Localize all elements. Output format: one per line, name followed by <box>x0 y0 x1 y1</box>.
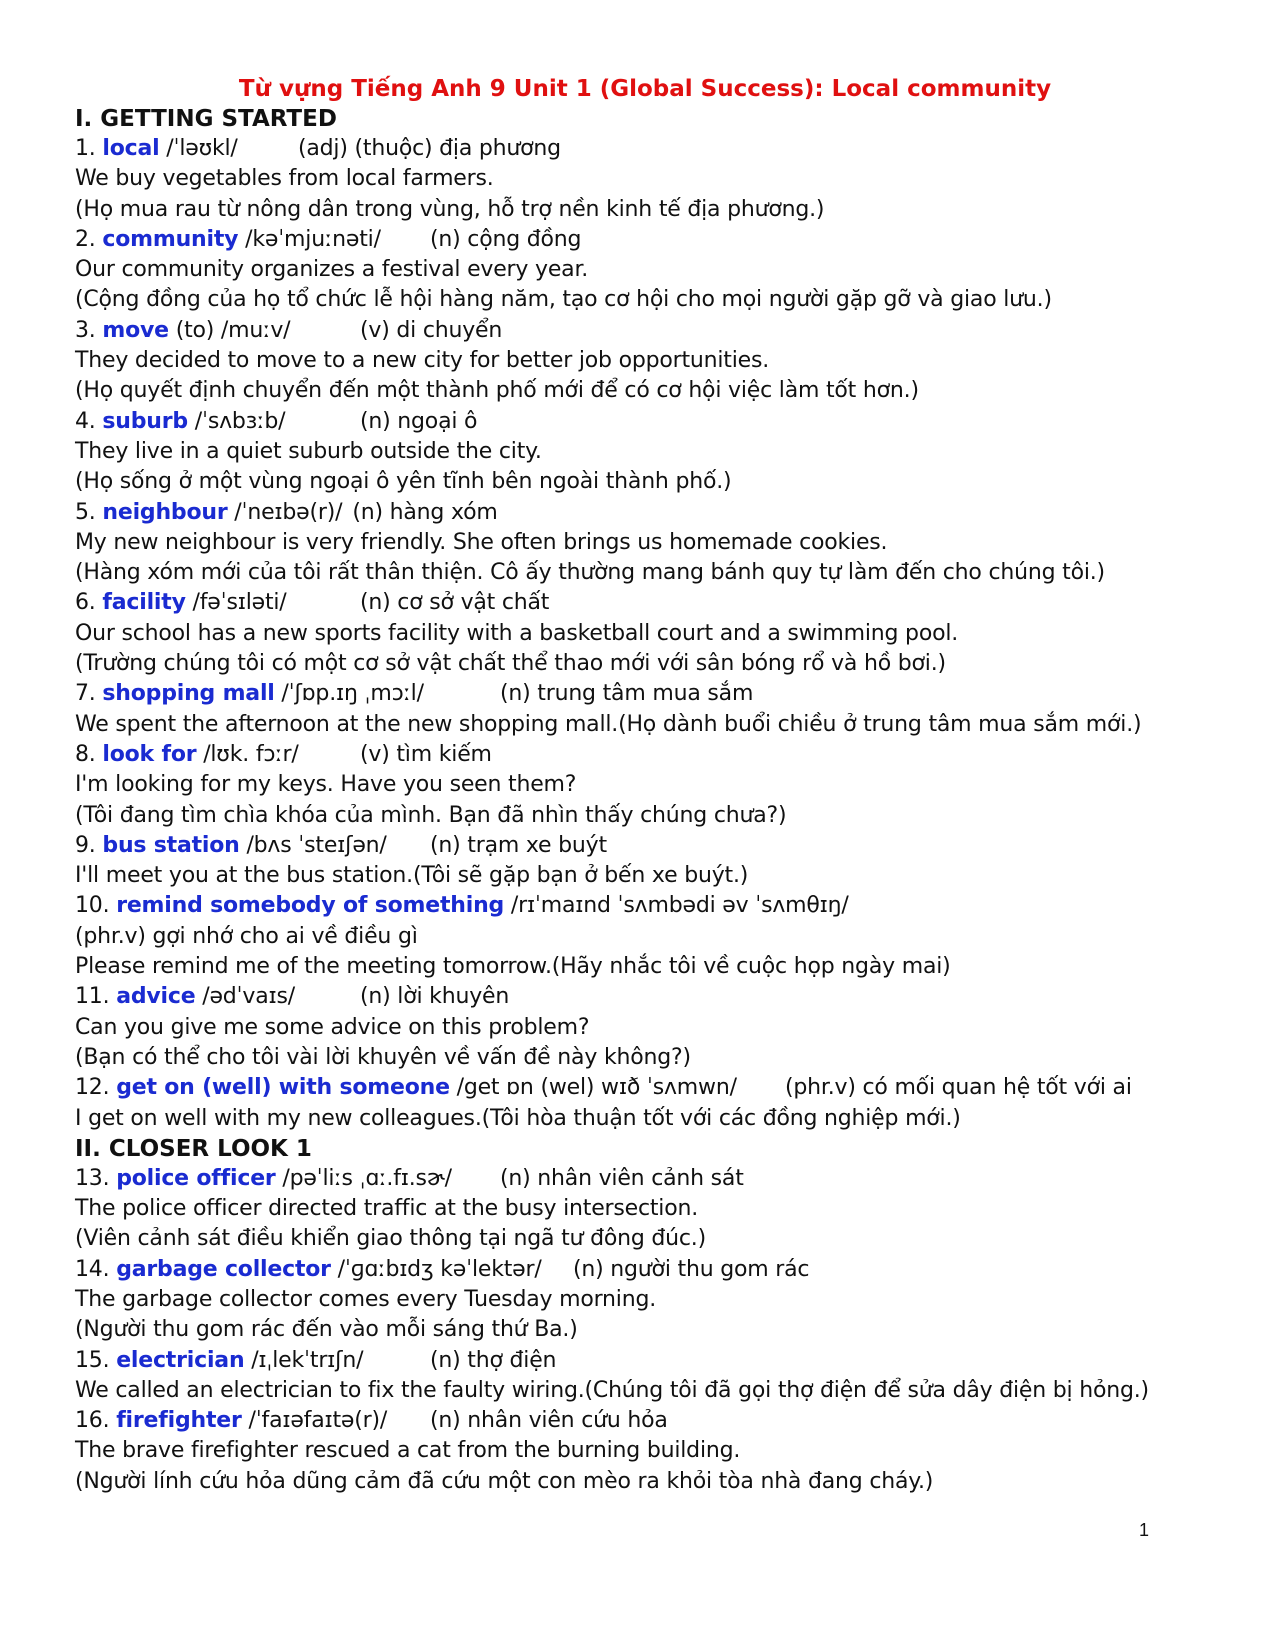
phonetic: /kəˈmjuːnəti/ <box>245 226 381 252</box>
vocab-word: bus station <box>102 832 240 858</box>
entry-number: 13. <box>75 1165 110 1191</box>
vocab-word: look for <box>102 741 197 767</box>
phonetic: /bʌs ˈsteɪʃən/ <box>246 832 387 858</box>
phonetic: /ˈsʌbɜːb/ <box>194 408 286 434</box>
entry-number: 15. <box>75 1347 110 1373</box>
vocab-word: suburb <box>102 408 188 434</box>
entry-number: 8. <box>75 741 96 767</box>
phonetic: (to) /muːv/ <box>175 317 291 343</box>
vocab-entry-heading <box>75 1346 1215 1376</box>
vocab-entry-heading <box>75 679 1215 709</box>
vocab-word: local <box>102 136 160 161</box>
example-sentence: I'm looking for my keys. Have you seen them? <box>75 772 577 798</box>
vocab-entry-heading <box>75 1406 1215 1436</box>
vocab-word: facility <box>102 590 186 616</box>
vocab-entry-heading <box>75 891 1215 921</box>
vocab-word: move <box>102 317 169 343</box>
vocab-word: advice <box>116 984 196 1010</box>
part-of-speech-meaning: (n) người thu gom rác <box>573 1256 810 1282</box>
translation: (Bạn có thể cho tôi vài lời khuyên về vấn đề này không?) <box>75 1044 691 1070</box>
entry-number: 11. <box>75 984 110 1010</box>
vocab-entry-heading <box>75 498 1215 528</box>
vocab-word: firefighter <box>116 1408 242 1434</box>
part-of-speech-meaning: (n) ngoại ô <box>360 408 478 434</box>
document-page <box>75 74 1215 1497</box>
phonetic: /ɪˌlekˈtrɪʃn/ <box>251 1347 364 1373</box>
vocabulary-content <box>75 104 1215 1497</box>
translation: (Viên cảnh sát điều khiển giao thông tại ngã tư đông đúc.) <box>75 1226 706 1252</box>
translation: Please remind me of the meeting tomorrow.(Hãy nhắc tôi về cuộc họp ngày mai) <box>75 954 951 980</box>
example-sentence: They live in a quiet suburb outside the city. <box>75 438 542 464</box>
part-of-speech-meaning: (n) hàng xóm <box>352 499 498 525</box>
vocab-word: remind somebody of something <box>116 893 505 919</box>
translation: (Họ quyết định chuyển đến một thành phố mới để có cơ hội việc làm tốt hơn.) <box>75 378 919 404</box>
entry-number: 4. <box>75 408 96 434</box>
example-sentence: The garbage collector comes every Tuesday morning. <box>75 1286 657 1312</box>
section-heading: II. CLOSER LOOK 1 <box>75 1135 312 1162</box>
entry-number: 1. <box>75 136 96 161</box>
vocab-word: shopping mall <box>102 681 275 707</box>
phonetic: /ˈɡɑːbɪdʒ kəˈlektər/ <box>337 1256 542 1282</box>
part-of-speech-meaning: (n) cơ sở vật chất <box>360 590 550 616</box>
page-number: 1 <box>1138 1520 1149 1540</box>
vocab-entry-heading <box>75 1164 1215 1194</box>
example-sentence: The brave firefighter rescued a cat from the burning building. <box>75 1438 741 1464</box>
phonetic: /rɪˈmaɪnd ˈsʌmbədi əv ˈsʌmθɪŋ/ <box>510 893 849 919</box>
phonetic: /lʊk. fɔːr/ <box>203 741 299 767</box>
part-of-speech-meaning: (phr.v) có mối quan hệ tốt với ai <box>785 1075 1132 1101</box>
vocab-word: police officer <box>116 1165 276 1191</box>
phonetic: /pəˈliːs ˌɑː.fɪ.sɚ/ <box>282 1165 452 1191</box>
entry-number: 16. <box>75 1408 110 1434</box>
part-of-speech-meaning: (n) trạm xe buýt <box>430 832 607 858</box>
example-sentence: We spent the afternoon at the new shopping mall.(Họ dành buổi chiều ở trung tâm mua sắm mới.) <box>75 711 1142 737</box>
part-of-speech-meaning: (n) cộng đồng <box>430 226 582 252</box>
entry-number: 3. <box>75 317 96 343</box>
translation: (Người lính cứu hỏa dũng cảm đã cứu một con mèo ra khỏi tòa nhà đang cháy.) <box>75 1468 934 1494</box>
translation: (Hàng xóm mới của tôi rất thân thiện. Cô ấy thường mang bánh quy tự làm đến cho chúng tôi.) <box>75 560 1105 586</box>
vocab-word: electrician <box>116 1347 245 1373</box>
vocab-word: get on (well) with someone <box>116 1075 450 1101</box>
entry-number: 14. <box>75 1256 110 1282</box>
entry-number: 9. <box>75 832 96 858</box>
phonetic: /ˈfaɪəfaɪtə(r)/ <box>248 1408 388 1434</box>
translation: (Tôi đang tìm chìa khóa của mình. Bạn đã nhìn thấy chúng chưa?) <box>75 802 787 828</box>
phonetic: /ˈləʊkl/ <box>166 136 238 161</box>
example-sentence: Our school has a new sports facility with a basketball court and a swimming pool. <box>75 620 959 646</box>
vocab-entry-heading <box>75 740 1215 770</box>
vocab-entry-heading <box>75 831 1215 861</box>
part-of-speech-meaning: (v) di chuyển <box>360 317 503 343</box>
phonetic: /ˈneɪbə(r)/ <box>234 499 343 525</box>
page-title: Từ vựng Tiếng Anh 9 Unit 1 (Global Success): Local community <box>238 76 1052 102</box>
vocab-word: community <box>102 226 239 252</box>
vocab-entry-heading <box>75 1073 1215 1103</box>
part-of-speech-meaning: (n) nhân viên cứu hỏa <box>430 1408 668 1434</box>
part-of-speech-meaning: (v) tìm kiếm <box>360 741 492 767</box>
vocab-entry-heading <box>75 407 1215 437</box>
example-sentence: I'll meet you at the bus station.(Tôi sẽ gặp bạn ở bến xe buýt.) <box>75 863 749 889</box>
phonetic: /ˈʃɒp.ɪŋ ˌmɔːl/ <box>281 681 424 707</box>
vocab-entry-heading <box>75 316 1215 346</box>
example-sentence: The police officer directed traffic at the busy intersection. <box>75 1196 699 1222</box>
entry-number: 7. <box>75 681 96 707</box>
translation: (Họ mua rau từ nông dân trong vùng, hỗ trợ nền kinh tế địa phương.) <box>75 196 825 222</box>
phonetic: /fəˈsɪləti/ <box>192 590 287 616</box>
part-of-speech-meaning: (n) lời khuyên <box>360 984 510 1010</box>
translation: (Trường chúng tôi có một cơ sở vật chất thể thao mới với sân bóng rổ và hồ bơi.) <box>75 651 946 677</box>
vocab-entry-heading <box>75 982 1215 1012</box>
vocab-entry-heading <box>75 1255 1215 1285</box>
vocab-entry-heading <box>75 134 1215 164</box>
entry-number: 12. <box>75 1075 110 1101</box>
example-sentence: I get on well with my new colleagues.(Tôi hòa thuận tốt với các đồng nghiệp mới.) <box>75 1105 961 1131</box>
entry-number: 5. <box>75 499 96 525</box>
example-sentence: We buy vegetables from local farmers. <box>75 166 494 192</box>
example-sentence: They decided to move to a new city for better job opportunities. <box>75 348 770 374</box>
part-of-speech-meaning: (n) trung tâm mua sắm <box>500 681 754 707</box>
part-of-speech-meaning: (n) thợ điện <box>430 1347 557 1373</box>
example-sentence: We called an electrician to fix the faulty wiring.(Chúng tôi đã gọi thợ điện để sửa dây điện bị hỏng.) <box>75 1377 1149 1403</box>
entry-number: 6. <box>75 590 96 616</box>
example-sentence: Can you give me some advice on this problem? <box>75 1014 590 1040</box>
section-heading: I. GETTING STARTED <box>75 106 337 132</box>
vocab-entry-heading <box>75 225 1215 255</box>
entry-number: 2. <box>75 226 96 252</box>
translation: (Cộng đồng của họ tổ chức lễ hội hàng năm, tạo cơ hội cho mọi người gặp gỡ và giao lưu.) <box>75 287 1052 313</box>
example-sentence: My new neighbour is very friendly. She often brings us homemade cookies. <box>75 529 888 555</box>
vocab-entry-heading <box>75 588 1215 618</box>
entry-number: 10. <box>75 893 110 919</box>
vocab-word: neighbour <box>102 499 228 525</box>
translation: (phr.v) gợi nhớ cho ai về điều gì <box>75 923 418 949</box>
vocab-word: garbage collector <box>116 1256 331 1282</box>
translation: (Họ sống ở một vùng ngoại ô yên tĩnh bên ngoài thành phố.) <box>75 469 732 495</box>
phonetic: /get ɒn (wel) wɪð ˈsʌmwn/ <box>456 1075 737 1101</box>
phonetic: /ədˈvaɪs/ <box>202 984 295 1010</box>
translation: (Người thu gom rác đến vào mỗi sáng thứ Ba.) <box>75 1317 578 1343</box>
part-of-speech-meaning: (adj) (thuộc) địa phương <box>298 136 561 161</box>
part-of-speech-meaning: (n) nhân viên cảnh sát <box>500 1165 744 1191</box>
example-sentence: Our community organizes a festival every year. <box>75 257 589 283</box>
